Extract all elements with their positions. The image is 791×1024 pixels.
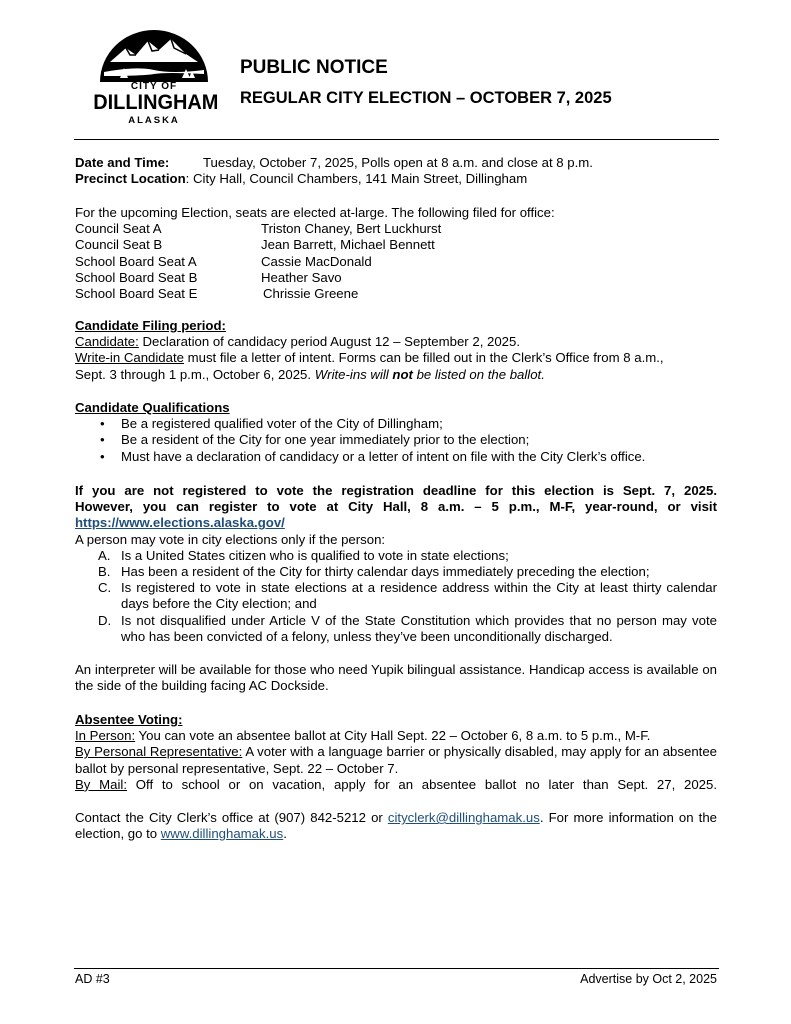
seat-row [75, 237, 717, 253]
condition-text: Has been a resident of the City for thirty calendar days immediately preceding the election; [121, 564, 650, 580]
qualifications-heading: Candidate Qualifications [75, 400, 230, 415]
header-divider [74, 139, 719, 140]
absentee-heading: Absentee Voting: [75, 712, 183, 727]
mail-text: Off to school or on vacation, apply for an absentee ballot no later than Sept. 27, 2025. [127, 776, 717, 792]
in-person-label: In Person: [75, 728, 136, 744]
writein-note-emphasis: not [392, 366, 413, 382]
mail-line [75, 777, 717, 793]
seat-label: School Board Seat A [75, 253, 197, 269]
writein-dates: Sept. 3 through 1 p.m., October 6, 2025. [75, 366, 315, 382]
seat-row [75, 286, 717, 302]
seat-candidates: Triston Chaney, Bert Luckhurst [261, 221, 442, 237]
seat-candidates: Heather Savo [261, 269, 342, 285]
advertise-deadline: Advertise by Oct 2, 2025 [580, 972, 717, 986]
registration-info: However, you can register to vote at City Hall, 8 a.m. – 5 p.m., M-F, year-round, or visit [75, 499, 717, 515]
precinct-line [75, 171, 717, 187]
list-item [75, 449, 717, 465]
item-letter: A. [98, 547, 111, 563]
footer-divider [74, 968, 719, 969]
filing-section [75, 318, 717, 383]
date-time-line [75, 155, 717, 171]
representative-label: By Personal Representative: [75, 744, 243, 760]
writein-line [75, 350, 717, 366]
elections-link[interactable]: https://www.elections.alaska.gov/ [75, 515, 285, 531]
bullet-icon: • [100, 448, 105, 464]
registration-section [75, 483, 717, 645]
seat-label: Council Seat B [75, 237, 163, 253]
writein-line-2 [75, 367, 717, 383]
seat-row [75, 270, 717, 286]
logo-state-text: ALASKA [128, 115, 180, 126]
candidate-label: Candidate: [75, 334, 139, 350]
condition-text: Is registered to vote in state elections at a residence address within the City at least thirty calendar days before the City election; and [121, 580, 717, 612]
bullet-icon: • [100, 416, 105, 432]
seats-intro: For the upcoming Election, seats are elected at-large. The following filed for office: [75, 205, 555, 220]
filing-heading: Candidate Filing period: [75, 318, 226, 333]
writein-note: Write-ins will [314, 366, 393, 382]
list-item [75, 613, 717, 645]
qualification-text: Be a resident of the City for one year immediately prior to the election; [121, 432, 530, 448]
candidate-line [75, 334, 717, 350]
writein-label: Write-in Candidate [75, 350, 184, 366]
date-time-section [75, 155, 717, 187]
list-item [75, 564, 717, 580]
seat-label: Council Seat A [75, 221, 162, 237]
date-time-label: Date and Time: [75, 155, 170, 170]
logo-city-text: CITY OF [130, 81, 178, 92]
list-item [75, 416, 717, 432]
interpreter-paragraph: An interpreter will be available for those who need Yupik bilingual assistance. Handicap access is available on the side of the building facing AC Dockside. [75, 662, 717, 694]
date-time-value: Tuesday, October 7, 2025, Polls open at 8 a.m. and close at 8 p.m. [202, 155, 593, 170]
in-person-line [75, 728, 717, 744]
condition-text: Is not disqualified under Article V of the State Constitution which provides that no person may vote who has been convicted of a felony, unless they’ve been unconditionally discharged. [121, 612, 717, 644]
seat-candidates: Jean Barrett, Michael Bennett [261, 237, 435, 253]
seat-label: School Board Seat B [75, 269, 198, 285]
item-letter: C. [98, 580, 112, 596]
seats-section [75, 205, 717, 302]
page-subtitle: REGULAR CITY ELECTION – OCTOBER 7, 2025 [240, 89, 612, 107]
clerk-email-link[interactable]: cityclerk@dillinghamak.us [387, 810, 540, 825]
contact-text-end: . [283, 826, 287, 842]
writein-text: must file a letter of intent. Forms can be filled out in the Clerk’s Office from 8 a.m., [183, 350, 664, 366]
qualification-text: Be a registered qualified voter of the City of Dillingham; [121, 416, 443, 432]
list-item [75, 580, 717, 612]
contact-text: Contact the City Clerk’s office at (907) 842-5212 or [75, 810, 388, 825]
in-person-text: You can vote an absentee ballot at City Hall Sept. 22 – October 6, 8 a.m. to 5 p.m., M-F. [135, 728, 651, 744]
absentee-section [75, 712, 717, 793]
item-letter: B. [98, 564, 111, 580]
qualifications-section [75, 400, 717, 465]
precinct-value: : City Hall, Council Chambers, 141 Main Street, Dillingham [185, 171, 528, 187]
page-title: PUBLIC NOTICE [240, 57, 388, 78]
eligibility-intro: A person may vote in city elections only if the person: [75, 531, 386, 547]
candidate-text: Declaration of candidacy period August 12 – September 2, 2025. [138, 334, 521, 350]
representative-text: A voter with a language barrier or physically disabled, may apply for an absentee ballot by personal representative, Sept. 22 – October 7. [75, 744, 717, 776]
seat-candidates: Cassie MacDonald [261, 253, 372, 269]
city-website-link[interactable]: www.dillinghamak.us [160, 826, 284, 842]
logo-name-text: DILLINGHAM [93, 91, 219, 114]
seat-candidates: Chrissie Greene [263, 285, 359, 301]
condition-text: Is a United States citizen who is qualified to vote in state elections; [121, 547, 509, 563]
contact-text-more: . For more information on the election, go to [75, 810, 717, 842]
registration-link-line [75, 515, 717, 531]
representative-paragraph [75, 744, 717, 776]
item-letter: D. [98, 612, 112, 628]
seat-row [75, 221, 717, 237]
registration-deadline: If you are not registered to vote the registration deadline for this election is Sept. 7, 2025. [75, 483, 717, 498]
city-logo [90, 28, 218, 128]
bullet-icon: • [100, 432, 105, 448]
seat-row [75, 254, 717, 270]
list-item [75, 432, 717, 448]
ad-number: AD #3 [75, 972, 110, 986]
contact-paragraph [75, 810, 717, 842]
seat-label: School Board Seat E [75, 285, 198, 301]
mail-label: By Mail: [75, 776, 127, 792]
precinct-label: Precinct Location [75, 171, 186, 187]
writein-note-end: be listed on the ballot. [412, 366, 545, 382]
qualification-text: Must have a declaration of candidacy or a letter of intent on file with the City Clerk’s office. [121, 448, 646, 464]
mountain-landscape-icon [96, 28, 212, 82]
list-item [75, 548, 717, 564]
